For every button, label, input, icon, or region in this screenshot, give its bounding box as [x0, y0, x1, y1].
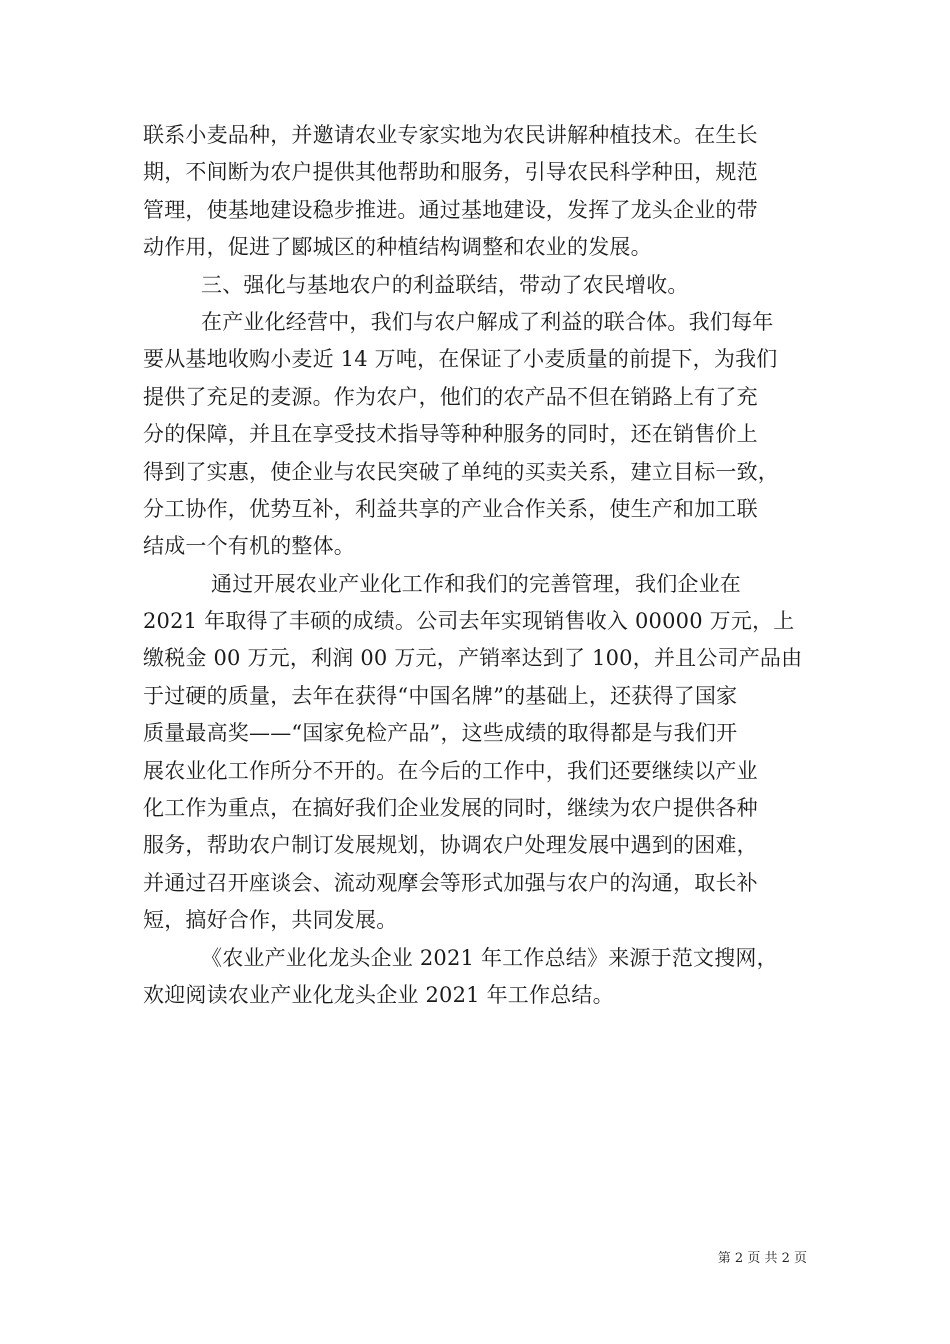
text-line: 管理，使基地建设稳步推进。通过基地建设，发挥了龙头企业的带: [143, 197, 758, 222]
text-line: 《农业产业化龙头企业 2021 年工作总结》来源于范文搜网，: [201, 945, 778, 970]
text-line: 于过硬的质量，去年在获得“中国名牌”的基础上，还获得了国家: [143, 683, 738, 708]
text-line: 提供了充足的麦源。作为农户，他们的农产品不但在销路上有了充: [143, 384, 758, 409]
text-line: 2021 年取得了丰硕的成绩。公司去年实现销售收入 00000 万元，上: [143, 609, 795, 634]
text-line: 质量最高奖——“国家免检产品”，这些成绩的取得都是与我们开: [143, 721, 738, 746]
text-line: 联系小麦品种，并邀请农业专家实地为农民讲解种植技术。在生长: [143, 123, 758, 147]
text-line: 要从基地收购小麦近 14 万吨，在保证了小麦质量的前提下，为我们: [143, 347, 778, 372]
text-line: 服务，帮助农户制订发展规划，协调农户处理发展中遇到的困难，: [143, 833, 758, 858]
document-body: [143, 117, 815, 1014]
text-line: 通过开展农业产业化工作和我们的完善管理，我们企业在: [211, 571, 741, 596]
section-heading: 三、强化与基地农户的利益联结，带动了农民增收。: [201, 272, 689, 297]
text-line: 欢迎阅读农业产业化龙头企业 2021 年工作总结。: [143, 982, 614, 1007]
text-line: 在产业化经营中，我们与农户解成了利益的联合体。我们每年: [201, 309, 774, 334]
page-number: 第 2 页 共 2 页: [717, 1251, 807, 1266]
text-line: 结成一个有机的整体。: [143, 534, 355, 559]
text-line: 并通过召开座谈会、流动观摩会等形式加强与农户的沟通，取长补: [143, 870, 758, 895]
text-line: 短，搞好合作，共同发展。: [143, 908, 398, 933]
text-line: 展农业化工作所分不开的。在今后的工作中，我们还要继续以产业: [143, 758, 758, 783]
text-line: 分的保障，并且在享受技术指导等种种服务的同时，还在销售价上: [143, 422, 758, 447]
text-line: 化工作为重点，在搞好我们企业发展的同时，继续为农户提供各种: [143, 796, 758, 821]
text-line: 期，不间断为农户提供其他帮助和服务，引导农民科学种田，规范: [143, 160, 758, 185]
text-line: 动作用，促进了郾城区的种植结构调整和农业的发展。: [143, 235, 652, 260]
text-line: 分工协作，优势互补，利益共享的产业合作关系，使生产和加工联: [143, 496, 758, 521]
text-line: 缴税金 00 万元，利润 00 万元，产销率达到了 100，并且公司产品由: [143, 646, 803, 671]
text-line: 得到了实惠，使企业与农民突破了单纯的买卖关系，建立目标一致，: [143, 459, 779, 484]
